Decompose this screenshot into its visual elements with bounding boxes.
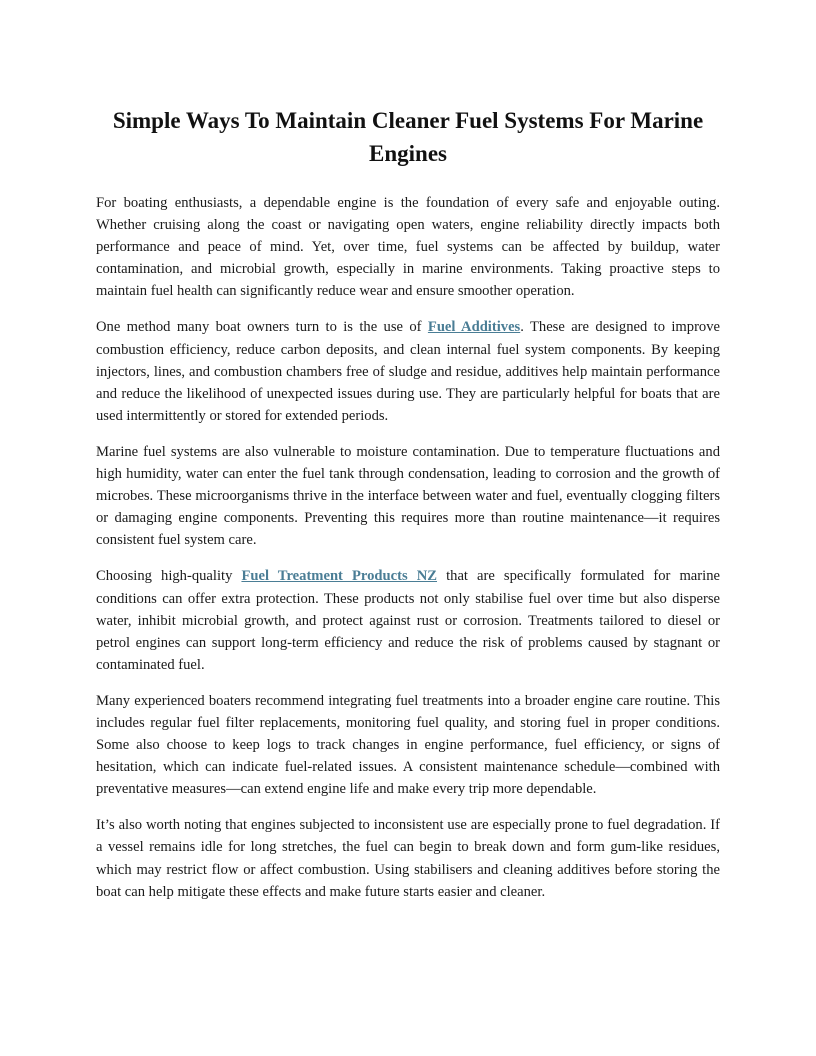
fuel-additives-link[interactable]: Fuel Additives — [427, 319, 521, 336]
paragraph-maintenance-routine — [96, 690, 720, 800]
paragraph-intro — [96, 192, 720, 302]
page-title: Simple Ways To Maintain Cleaner Fuel Systems For Marine Engines — [112, 108, 704, 166]
paragraph-fuel-additives — [96, 316, 720, 426]
paragraph-fuel-degradation — [96, 814, 720, 902]
document-page — [96, 104, 720, 917]
paragraph-text: Choosing high-quality — [96, 568, 242, 585]
paragraph-text: that are specifically formulated for marine conditions can offer extra protection. These products not only stabilise fuel over time but also disperse water, inhibit microbial growth, and protect against rust or corrosion. Treatments tailored to diesel or petrol engines can support long-term efficiency and reduce the risk of problems caused by stagnant or contaminated fuel. — [96, 568, 720, 673]
paragraph-text: One method many boat owners turn to is the use of — [96, 319, 428, 336]
paragraph-text: Marine fuel systems are also vulnerable to moisture contamination. Due to temperature fluctuations and high humidity, water can enter the fuel tank through condensation, leading to corrosion and the growth of microbes. These microorganisms thrive in the interface between water and fuel, eventually clogging filters or damaging engine components. Preventing this requires more than routine maintenance—it requires consistent fuel system care. — [96, 443, 720, 549]
paragraph-text: For boating enthusiasts, a dependable engine is the foundation of every safe and enjoyable outing. Whether cruising along the coast or navigating open waters, engine reliability directly impacts both performance and peace of mind. Yet, over time, fuel systems can be affected by buildup, water contamination, and microbial growth, especially in marine environments. Taking proactive steps to maintain fuel health can significantly reduce wear and ensure smoother operation. — [96, 195, 720, 300]
paragraph-moisture — [96, 441, 720, 551]
paragraph-text: Many experienced boaters recommend integrating fuel treatments into a broader engine care routine. This includes regular fuel filter replacements, monitoring fuel quality, and storing fuel in proper conditions. Some also choose to keep logs to track changes in engine performance, fuel efficiency, or signs of hesitation, which can indicate fuel-related issues. A consistent maintenance schedule—combined with preventative measures—can extend engine life and make every trip more dependable. — [96, 692, 720, 798]
paragraph-text: It’s also worth noting that engines subjected to inconsistent use are especially prone to fuel degradation. If a vessel remains idle for long stretches, the fuel can begin to break down and form gum-like residues, which may restrict flow or affect combustion. Using stabilisers and cleaning additives before storing the boat can help mitigate these effects and make future starts easier and cleaner. — [96, 817, 720, 900]
paragraph-fuel-treatment — [96, 565, 720, 675]
fuel-treatment-products-link[interactable]: Fuel Treatment Products NZ — [241, 568, 438, 585]
paragraph-text: . These are designed to improve combustion efficiency, reduce carbon deposits, and clean internal fuel system components. By keeping injectors, lines, and combustion chambers free of sludge and residue, additives help maintain performance and reduce the likelihood of unexpected issues during use. They are particularly helpful for boats that are used intermittently or stored for extended periods. — [96, 319, 720, 424]
